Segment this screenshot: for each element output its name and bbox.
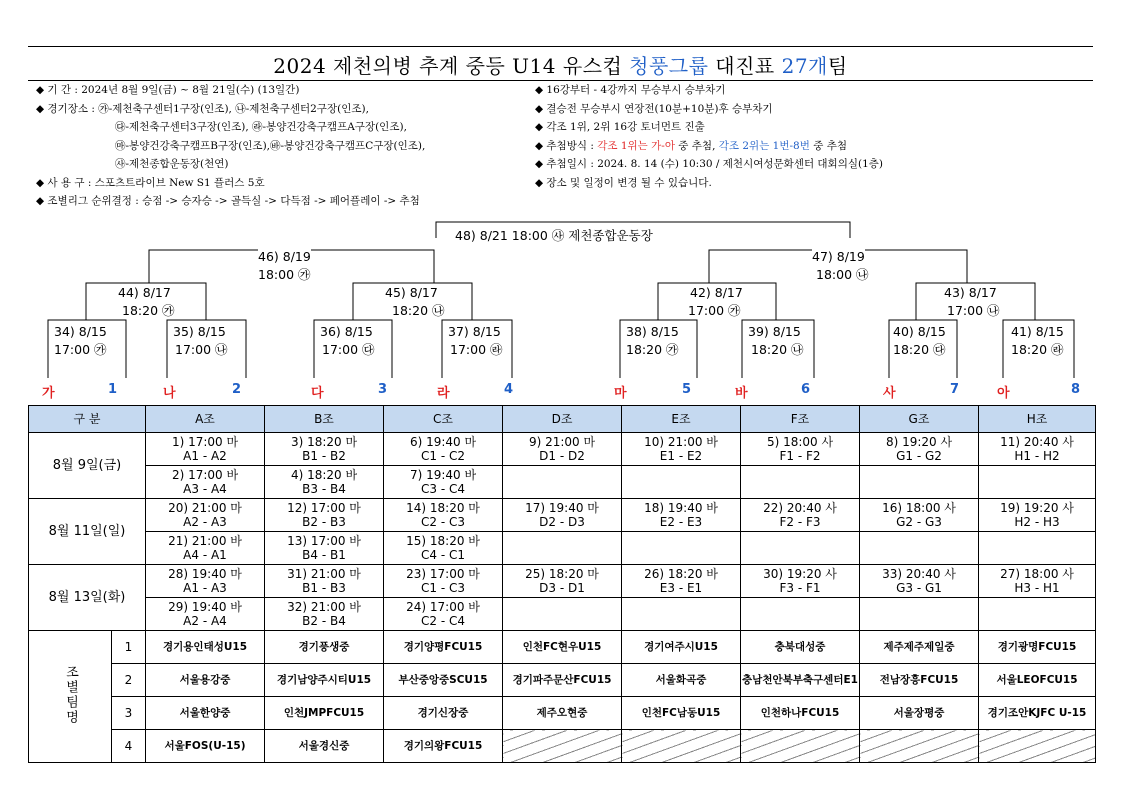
r16-41-time: 18:20 ㉱	[1011, 342, 1064, 357]
info-venue-1: ◆ 경기장소 : ㉮-제천축구센터1구장(인조), ㉯-제천축구센터2구장(인조),	[36, 102, 369, 115]
r16-41-date: 41) 8/15	[1011, 324, 1064, 339]
slot-label: 5	[682, 382, 692, 397]
match-cell-d: 17) 19:40 마 D2 - D3	[503, 499, 622, 532]
team-name-d: 인천FC현우U15	[503, 631, 622, 664]
table-header-row	[29, 406, 1096, 433]
team-name-g: 서울장평중	[860, 697, 979, 730]
team-name-b: 인천JMPFCU15	[265, 697, 384, 730]
team-name-h	[979, 730, 1096, 763]
header-group-b: B조	[265, 406, 384, 433]
match-cell-c: 15) 18:20 바 C4 - C1	[384, 532, 503, 565]
semi-46-date: 46) 8/19	[258, 249, 311, 264]
match-cell-g	[860, 532, 979, 565]
slot-label: 바	[735, 386, 748, 401]
match-cell-h	[979, 598, 1096, 631]
slot-label: 가	[42, 386, 55, 401]
team-name-h: 서울LEOFCU15	[979, 664, 1096, 697]
info-r4-e: 중 추첨	[809, 139, 847, 152]
team-name-a: 서울용강중	[146, 664, 265, 697]
info-r4-c: 중 추첨,	[674, 139, 719, 152]
match-cell-b: 32) 21:00 바 B2 - B4	[265, 598, 384, 631]
qf-42-date: 42) 8/17	[690, 285, 743, 300]
r16-39-date: 39) 8/15	[748, 324, 801, 339]
schedule-body	[29, 433, 1096, 763]
match-cell-g: 8) 19:20 사 G1 - G2	[860, 433, 979, 466]
slot-label: 6	[801, 382, 811, 397]
teams-label: 조별팀명	[63, 665, 78, 725]
match-cell-e	[622, 466, 741, 499]
match-cell-f	[741, 466, 860, 499]
match-cell-h: 19) 19:20 사 H2 - H3	[979, 499, 1096, 532]
match-cell-e: 18) 19:40 바 E2 - E3	[622, 499, 741, 532]
header-group-c: C조	[384, 406, 503, 433]
slot-label: 나	[163, 386, 176, 401]
match-cell-f	[741, 598, 860, 631]
team-name-e: 경기여주시U15	[622, 631, 741, 664]
r16-38-date: 38) 8/15	[626, 324, 679, 339]
seed-number: 3	[112, 697, 146, 730]
team-name-f	[741, 730, 860, 763]
match-cell-d: 25) 18:20 마 D3 - D1	[503, 565, 622, 598]
info-r5: ◆ 추첨일시 : 2024. 8. 14 (수) 10:30 / 제천시여성문화센터 대회의실(1층)	[535, 158, 884, 170]
team-name-d	[503, 730, 622, 763]
info-r4-a: ◆ 추첨방식 :	[535, 139, 598, 152]
match-cell-a: 2) 17:00 바 A3 - A4	[146, 466, 265, 499]
r16-37-time: 17:00 ㉱	[450, 342, 503, 357]
slot-label: 8	[1071, 382, 1081, 397]
team-name-e: 인천FC남동U15	[622, 697, 741, 730]
team-name-e	[622, 730, 741, 763]
slot-label: 사	[883, 386, 896, 401]
r16-35-date: 35) 8/15	[173, 324, 226, 339]
match-cell-c: 23) 17:00 마 C1 - C3	[384, 565, 503, 598]
match-cell-d	[503, 532, 622, 565]
r16-40-time: 18:20 ㉰	[893, 342, 946, 357]
header-group-f: F조	[741, 406, 860, 433]
match-cell-c: 7) 19:40 바 C3 - C4	[384, 466, 503, 499]
team-name-g: 제주제주제일중	[860, 631, 979, 664]
title-team-word: 팀	[827, 54, 848, 78]
team-row	[29, 664, 1096, 697]
qf-44-time: 18:20 ㉮	[122, 303, 175, 318]
team-name-e: 서울화곡중	[622, 664, 741, 697]
match-cell-f	[741, 532, 860, 565]
info-venue-3: ㉲-봉양건강축구캠프B구장(인조),㉳-봉양건강축구캠프C구장(인조),	[115, 139, 426, 152]
team-name-h: 경기조안KJFC U-15	[979, 697, 1096, 730]
match-cell-e	[622, 598, 741, 631]
r16-40-date: 40) 8/15	[893, 324, 946, 339]
seed-number: 1	[112, 631, 146, 664]
match-cell-d	[503, 598, 622, 631]
match-cell-d: 9) 21:00 마 D1 - D2	[503, 433, 622, 466]
match-cell-g: 33) 20:40 사 G3 - G1	[860, 565, 979, 598]
match-cell-f: 22) 20:40 사 F2 - F3	[741, 499, 860, 532]
match-cell-a: 20) 21:00 마 A2 - A3	[146, 499, 265, 532]
team-name-c: 경기의왕FCU15	[384, 730, 503, 763]
schedule-table	[28, 405, 1096, 763]
header-category: 구 분	[29, 406, 146, 433]
teams-label-cell	[29, 631, 112, 763]
team-name-f: 충북대성중	[741, 631, 860, 664]
match-cell-g	[860, 466, 979, 499]
match-cell-g	[860, 598, 979, 631]
title-main: 2024 제천의병 추계 중등 U14 유스컵	[273, 54, 623, 78]
table-row	[29, 499, 1096, 532]
info-r2: ◆ 결승전 무승부시 연장전(10분+10분)후 승부차기	[535, 102, 773, 115]
table-row	[29, 466, 1096, 499]
qf-44-date: 44) 8/17	[118, 285, 171, 300]
match-cell-g: 16) 18:00 사 G2 - G3	[860, 499, 979, 532]
match-cell-a: 28) 19:40 마 A1 - A3	[146, 565, 265, 598]
seed-number: 4	[112, 730, 146, 763]
match-cell-h	[979, 466, 1096, 499]
r16-39-time: 18:20 ㉯	[751, 342, 804, 357]
r16-36-time: 17:00 ㉰	[322, 342, 375, 357]
slot-label: 2	[232, 382, 242, 397]
team-name-f: 인천하나FCU15	[741, 697, 860, 730]
table-row	[29, 598, 1096, 631]
info-r3: ◆ 각조 1위, 2위 16강 토너먼트 진출	[535, 121, 705, 133]
table-row	[29, 565, 1096, 598]
final-match: 48) 8/21 18:00 ㉴ 제천종합운동장	[455, 228, 653, 243]
match-cell-h: 11) 20:40 사 H1 - H2	[979, 433, 1096, 466]
title-teams-count: 27개	[781, 54, 828, 78]
day-label: 8월 9일(금)	[29, 433, 146, 499]
match-cell-d	[503, 466, 622, 499]
semi-47-date: 47) 8/19	[812, 249, 865, 264]
team-name-b: 경기풍생중	[265, 631, 384, 664]
slot-label: 4	[504, 382, 514, 397]
r16-34-date: 34) 8/15	[54, 324, 107, 339]
match-cell-c: 14) 18:20 마 C2 - C3	[384, 499, 503, 532]
match-cell-f: 5) 18:00 사 F1 - F2	[741, 433, 860, 466]
match-cell-h	[979, 532, 1096, 565]
info-period: ◆ 기 간 : 2024년 8월 9일(금) ~ 8월 21일(수) (13일간)	[36, 84, 300, 96]
team-name-a: 서울한양중	[146, 697, 265, 730]
seed-number: 2	[112, 664, 146, 697]
table-row	[29, 532, 1096, 565]
team-name-a: 서울FOS(U-15)	[146, 730, 265, 763]
info-r6: ◆ 장소 및 일정이 변경 될 수 있습니다.	[535, 176, 712, 189]
info-ball: ◆ 사 용 구 : 스포츠트라이브 New S1 플러스 5호	[36, 176, 265, 189]
match-cell-c: 24) 17:00 바 C2 - C4	[384, 598, 503, 631]
slot-label: 아	[997, 386, 1010, 401]
r16-37-date: 37) 8/15	[448, 324, 501, 339]
info-venue-4: ㉴-제천종합운동장(천연)	[115, 158, 229, 170]
team-name-b: 경기남양주시티U15	[265, 664, 384, 697]
match-cell-a: 21) 21:00 바 A4 - A1	[146, 532, 265, 565]
day-label: 8월 13일(화)	[29, 565, 146, 631]
day-label: 8월 11일(일)	[29, 499, 146, 565]
team-name-c: 부산중앙중SCU15	[384, 664, 503, 697]
team-name-g: 전남장흥FCU15	[860, 664, 979, 697]
header-group-d: D조	[503, 406, 622, 433]
match-cell-b: 12) 17:00 마 B2 - B3	[265, 499, 384, 532]
team-name-d: 제주오현중	[503, 697, 622, 730]
qf-45-date: 45) 8/17	[385, 285, 438, 300]
match-cell-c: 6) 19:40 마 C1 - C2	[384, 433, 503, 466]
info-r4-d: 각조 2위는 1번-8번	[718, 139, 810, 152]
team-row	[29, 631, 1096, 664]
match-cell-e: 10) 21:00 바 E1 - E2	[622, 433, 741, 466]
semi-46-time: 18:00 ㉮	[258, 267, 311, 282]
team-name-c: 경기신장중	[384, 697, 503, 730]
header-group-e: E조	[622, 406, 741, 433]
slot-label: 3	[378, 382, 388, 397]
info-r4-b: 각조 1위는 가-아	[597, 139, 675, 152]
info-r1: ◆ 16강부터 - 4강까지 무승부시 승부차기	[535, 84, 726, 96]
info-venue-2: ㉰-제천축구센터3구장(인조), ㉱-봉양건강축구캠프A구장(인조),	[115, 121, 407, 133]
qf-43-time: 17:00 ㉯	[947, 303, 1000, 318]
r16-36-date: 36) 8/15	[320, 324, 373, 339]
title-group: 청풍그룹	[629, 54, 709, 78]
match-cell-f: 30) 19:20 사 F3 - F1	[741, 565, 860, 598]
r16-34-time: 17:00 ㉮	[54, 342, 107, 357]
match-cell-b: 4) 18:20 바 B3 - B4	[265, 466, 384, 499]
info-ranking: ◆ 조별리그 순위결정 : 승점 -> 승자승 -> 골득실 -> 다득점 -> 페어플레이 -> 추첨	[36, 195, 420, 207]
slot-label: 1	[108, 382, 118, 397]
qf-42-time: 17:00 ㉮	[688, 303, 741, 318]
header-group-h: H조	[979, 406, 1096, 433]
r16-38-time: 18:20 ㉮	[626, 342, 679, 357]
match-cell-e	[622, 532, 741, 565]
semi-47-time: 18:00 ㉯	[816, 267, 869, 282]
match-cell-a: 29) 19:40 바 A2 - A4	[146, 598, 265, 631]
r16-35-time: 17:00 ㉯	[175, 342, 228, 357]
team-name-c: 경기양평FCU15	[384, 631, 503, 664]
team-name-a: 경기용인태성U15	[146, 631, 265, 664]
title-bracket-word: 대진표	[715, 54, 775, 78]
match-cell-b: 3) 18:20 마 B1 - B2	[265, 433, 384, 466]
team-row	[29, 730, 1096, 763]
slot-label: 마	[614, 386, 627, 401]
header-group-g: G조	[860, 406, 979, 433]
team-name-f: 충남천안북부축구센터E1	[741, 664, 860, 697]
match-cell-e: 26) 18:20 바 E3 - E1	[622, 565, 741, 598]
team-name-g	[860, 730, 979, 763]
table-row	[29, 433, 1096, 466]
team-name-h: 경기광명FCU15	[979, 631, 1096, 664]
qf-43-date: 43) 8/17	[944, 285, 997, 300]
match-cell-b: 31) 21:00 마 B1 - B3	[265, 565, 384, 598]
team-row	[29, 697, 1096, 730]
header-group-a: A조	[146, 406, 265, 433]
slot-label: 7	[950, 382, 960, 397]
slot-label: 다	[311, 386, 324, 401]
team-name-b: 서울경신중	[265, 730, 384, 763]
match-cell-a: 1) 17:00 마 A1 - A2	[146, 433, 265, 466]
qf-45-time: 18:20 ㉯	[392, 303, 445, 318]
team-name-d: 경기파주문산FCU15	[503, 664, 622, 697]
match-cell-h: 27) 18:00 사 H3 - H1	[979, 565, 1096, 598]
slot-label: 라	[437, 386, 450, 401]
match-cell-b: 13) 17:00 바 B4 - B1	[265, 532, 384, 565]
